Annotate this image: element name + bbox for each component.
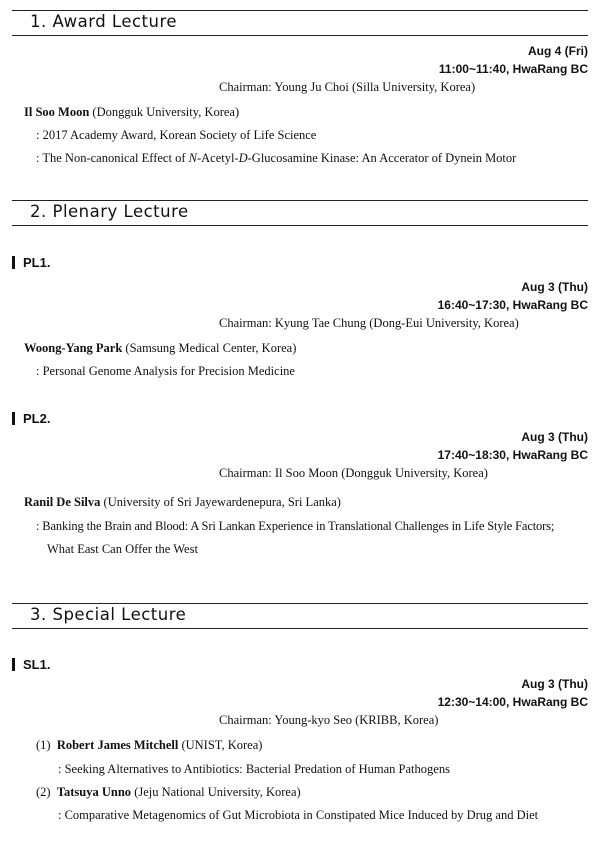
- section-plenary-header: [12, 200, 588, 226]
- session-label-pl1: PL1.: [12, 255, 50, 270]
- section-special-header: [12, 603, 588, 629]
- session-time: 11:00~11:40, HwaRang BC: [438, 62, 588, 76]
- award-line: : 2017 Academy Award, Korean Society of Life Science: [36, 128, 317, 142]
- talk-title: : Seeking Alternatives to Antibiotics: Bacterial Predation of Human Pathogens: [58, 762, 450, 776]
- talk-title-cont: What East Can Offer the West: [47, 542, 198, 556]
- speaker-name: Ranil De Silva: [24, 495, 101, 509]
- marker-bar: [12, 256, 15, 269]
- session-date: Aug 3 (Thu): [521, 677, 588, 691]
- session-time: 12:30~14:00, HwaRang BC: [437, 695, 588, 709]
- section-award-header: [12, 10, 588, 36]
- section-title: 3. Special Lecture: [30, 605, 187, 624]
- marker-bar: [12, 658, 15, 671]
- section-title: 1. Award Lecture: [30, 12, 178, 31]
- session-chair: Chairman: Il Soo Moon (Dongguk University, Korea): [219, 466, 488, 480]
- session-date: Aug 3 (Thu): [521, 280, 588, 294]
- speaker-affiliation: (Samsung Medical Center, Korea): [122, 341, 297, 355]
- speaker-affiliation: (Jeju National University, Korea): [131, 785, 301, 799]
- session-date: Aug 4 (Fri): [528, 44, 588, 58]
- speaker-number: (1): [36, 738, 51, 752]
- section-title: 2. Plenary Lecture: [30, 202, 189, 221]
- talk-title: : Comparative Metagenomics of Gut Microbiota in Constipated Mice Induced by Drug and Diet: [58, 808, 539, 822]
- speaker: [24, 495, 341, 510]
- talk-title: : Banking the Brain and Blood: A Sri Lankan Experience in Translational Challenges in Life Style Factors;: [36, 519, 555, 533]
- session-chair: Chairman: Young-kyo Seo (KRIBB, Korea): [219, 713, 439, 727]
- speaker: [24, 341, 296, 356]
- session-time: 17:40~18:30, HwaRang BC: [437, 448, 588, 462]
- speaker-name: Tatsuya Unno: [56, 785, 132, 799]
- session-date: Aug 3 (Thu): [521, 430, 588, 444]
- session-label-pl2: PL2.: [12, 411, 50, 426]
- talk-title: : Personal Genome Analysis for Precision Medicine: [36, 364, 295, 378]
- speaker-name: Robert James Mitchell: [56, 738, 179, 752]
- talk-title: : The Non-canonical Effect of N-Acetyl-D-Glucosamine Kinase: An Accerator of Dynein Motor: [36, 151, 517, 165]
- speaker-affiliation: (University of Sri Jayewardenepura, Sri Lanka): [100, 495, 341, 509]
- speaker: [36, 785, 301, 800]
- speaker-name: Woong-Yang Park: [24, 341, 123, 355]
- session-chair: Chairman: Young Ju Choi (Silla University, Korea): [219, 80, 476, 94]
- speaker: [24, 105, 239, 120]
- speaker-name: Il Soo Moon: [24, 105, 90, 119]
- speaker-affiliation: (UNIST, Korea): [178, 738, 263, 752]
- session-time: 16:40~17:30, HwaRang BC: [437, 298, 588, 312]
- session-chair: Chairman: Kyung Tae Chung (Dong-Eui University, Korea): [219, 316, 519, 330]
- session-label-sl1: SL1.: [12, 657, 50, 672]
- speaker: [36, 738, 262, 753]
- speaker-affiliation: (Dongguk University, Korea): [89, 105, 240, 119]
- speaker-number: (2): [36, 785, 51, 799]
- marker-bar: [12, 412, 15, 425]
